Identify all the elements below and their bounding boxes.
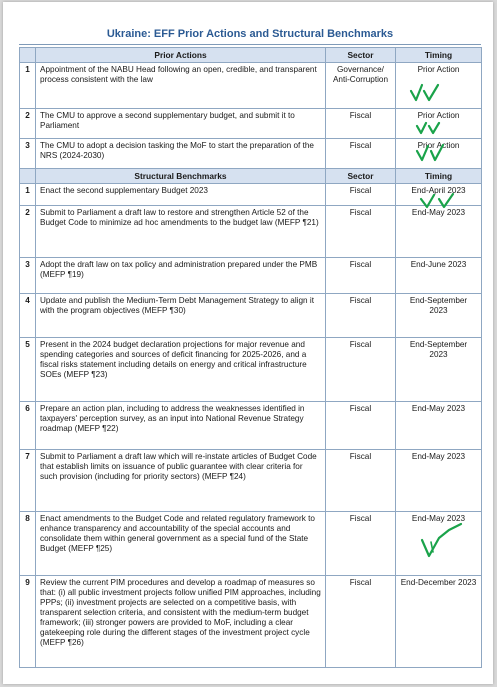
- row-sector: Fiscal: [326, 184, 396, 206]
- row-number: 2: [20, 206, 36, 258]
- row-timing: End-September 2023: [396, 294, 482, 338]
- row-sector: Fiscal: [326, 258, 396, 294]
- row-number: 3: [20, 258, 36, 294]
- row-timing: End-May 2023: [396, 402, 482, 450]
- row-number: 1: [20, 63, 36, 109]
- row-text: Review the current PIM procedures and develop a roadmap of measures so that: (i) all public investment projects follow unified PIM approaches, including PPPs; (ii) investment projects are selected on a competitive basis, with transparent selection criteria, and consistent with the medium-term budget framework; (iii) stronger powers are provided to MoF, including a clear gatekeeping role during the different stages of the investment project cycle (MEFP ¶26): [36, 576, 326, 668]
- row-number: 8: [20, 512, 36, 576]
- prior-actions-header: Prior Actions: [36, 48, 326, 63]
- table-row: [20, 109, 482, 139]
- row-number: 5: [20, 338, 36, 402]
- row-timing: End-June 2023: [396, 258, 482, 294]
- sector-header: Sector: [326, 48, 396, 63]
- table-row: [20, 184, 482, 206]
- row-timing: End-September 2023: [396, 338, 482, 402]
- row-sector: Fiscal: [326, 450, 396, 512]
- row-sector: Fiscal: [326, 338, 396, 402]
- prior-actions-header-row: [20, 48, 482, 63]
- row-sector: Fiscal: [326, 576, 396, 668]
- row-timing: End-May 2023: [396, 206, 482, 258]
- structural-benchmarks-header-row: [20, 169, 482, 184]
- row-number: 4: [20, 294, 36, 338]
- table-row: [20, 139, 482, 169]
- timing-header: Timing: [396, 48, 482, 63]
- row-number: 3: [20, 139, 36, 169]
- table-row: [20, 338, 482, 402]
- row-text: Enact amendments to the Budget Code and related regulatory framework to enhance transparency and accountability of the special accounts and consolidate them within general government as a special fund of the State Budget (MEFP ¶25): [36, 512, 326, 576]
- row-sector: Governance/ Anti-Corruption: [326, 63, 396, 109]
- table-row: [20, 576, 482, 668]
- structural-benchmarks-header: Structural Benchmarks: [36, 169, 326, 184]
- row-text: Enact the second supplementary Budget 2023: [36, 184, 326, 206]
- row-timing: Prior Action: [396, 63, 482, 109]
- row-text: The CMU to adopt a decision tasking the MoF to start the preparation of the NRS (2024-2030): [36, 139, 326, 169]
- document-page: [3, 2, 493, 684]
- row-text: Submit to Parliament a draft law to restore and strengthen Article 52 of the Budget Code to minimize ad hoc amendments to the budget law (MEFP ¶21): [36, 206, 326, 258]
- row-number: 9: [20, 576, 36, 668]
- row-sector: Fiscal: [326, 206, 396, 258]
- row-timing: End-December 2023: [396, 576, 482, 668]
- row-text: Update and publish the Medium-Term Debt Management Strategy to align it with the program objectives (MEFP ¶30): [36, 294, 326, 338]
- row-timing: Prior Action: [396, 139, 482, 169]
- document-title: Ukraine: EFF Prior Actions and Structural Benchmarks: [19, 24, 481, 45]
- row-sector: Fiscal: [326, 402, 396, 450]
- row-number: 1: [20, 184, 36, 206]
- row-text: Submit to Parliament a draft law which will re-instate articles of Budget Code that establish limits on issuance of public guarantee with clear criteria for such provision (including for priority sectors) (MEFP ¶24): [36, 450, 326, 512]
- table-row: [20, 402, 482, 450]
- table-row: [20, 512, 482, 576]
- table-row: [20, 258, 482, 294]
- row-sector: Fiscal: [326, 109, 396, 139]
- row-timing: End-May 2023: [396, 512, 482, 576]
- table-row: [20, 206, 482, 258]
- row-text: The CMU to approve a second supplementary budget, and submit it to Parliament: [36, 109, 326, 139]
- row-sector: Fiscal: [326, 512, 396, 576]
- row-number: 6: [20, 402, 36, 450]
- row-timing: End-April 2023: [396, 184, 482, 206]
- row-text: Present in the 2024 budget declaration projections for major revenue and spending categories and sources of deficit financing for 2025-2026, and a fiscal risks statement including details on energy and critical infrastructure SOEs (MEFP ¶23): [36, 338, 326, 402]
- table-row: [20, 450, 482, 512]
- row-sector: Fiscal: [326, 139, 396, 169]
- row-sector: Fiscal: [326, 294, 396, 338]
- sector-header: Sector: [326, 169, 396, 184]
- table-row: [20, 63, 482, 109]
- row-number: 2: [20, 109, 36, 139]
- benchmarks-table: [19, 47, 482, 668]
- row-text: Appointment of the NABU Head following an open, credible, and transparent process consistent with the law: [36, 63, 326, 109]
- timing-header: Timing: [396, 169, 482, 184]
- row-number: 7: [20, 450, 36, 512]
- row-text: Adopt the draft law on tax policy and administration prepared under the PMB (MEFP ¶19): [36, 258, 326, 294]
- row-timing: Prior Action: [396, 109, 482, 139]
- table-row: [20, 294, 482, 338]
- row-timing: End-May 2023: [396, 450, 482, 512]
- row-text: Prepare an action plan, including to address the weaknesses identified in taxpayers' perception survey, as an input into National Revenue Strategy roadmap (MEFP ¶22): [36, 402, 326, 450]
